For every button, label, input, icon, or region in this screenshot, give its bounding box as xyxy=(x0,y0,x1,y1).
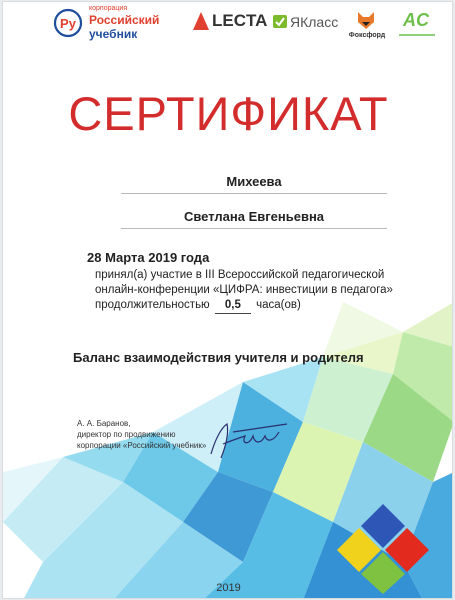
rosuchebnik-caption-1: Российский xyxy=(89,13,160,27)
foxford-logo xyxy=(345,10,389,46)
ac-caption-line xyxy=(399,34,435,36)
colored-squares-emblem xyxy=(333,502,433,594)
signature-image xyxy=(203,414,293,466)
rosuchebnik-caption-2: учебник xyxy=(89,27,138,41)
lecta-triangle-icon xyxy=(193,12,209,30)
certificate-title: СЕРТИФИКАТ xyxy=(68,87,389,140)
presentation-topic: Баланс взаимодействия учителя и родителя xyxy=(73,350,364,365)
signer-role-1: директор по продвижению xyxy=(77,430,176,439)
ac-logo xyxy=(395,10,439,40)
recipient-surname: Михеева xyxy=(121,174,387,194)
lecta-logo xyxy=(193,10,268,32)
foxford-wordmark: Фоксфорд xyxy=(348,32,386,39)
event-date: 28 Марта 2019 года xyxy=(87,250,210,265)
recipient-given-names: Светлана Евгеньевна xyxy=(121,209,387,229)
rosuchebnik-emblem-icon xyxy=(53,8,83,38)
duration-suffix: часа(ов) xyxy=(256,299,301,311)
lecta-wordmark: LECTA xyxy=(212,11,268,30)
rosuchebnik-caption-small: корпорация xyxy=(89,5,128,12)
rosuchebnik-emblem-letter: Ру xyxy=(60,16,76,31)
fox-icon xyxy=(357,10,375,30)
duration-prefix: продолжительностью xyxy=(95,299,210,311)
yaklass-check-icon xyxy=(273,15,287,28)
certificate-year: 2019 xyxy=(216,582,241,594)
yaklass-logo xyxy=(273,12,343,32)
signer-role-2: корпорации «Российский учебник» xyxy=(77,441,207,450)
signer-name: А. А. Баранов, xyxy=(77,419,131,428)
duration-hours: 0,5 xyxy=(215,298,251,314)
duration-line xyxy=(95,298,301,314)
participation-text-2: онлайн-конференции «ЦИФРА: инвестиции в педагога» xyxy=(95,284,393,296)
yaklass-wordmark: ЯКласс xyxy=(290,14,339,30)
participation-text-1: принял(а) участие в III Всероссийской педагогической xyxy=(95,269,385,281)
certificate-sheet xyxy=(2,1,453,599)
ac-wordmark: AC xyxy=(403,10,429,30)
rosuchebnik-logo xyxy=(53,5,173,44)
